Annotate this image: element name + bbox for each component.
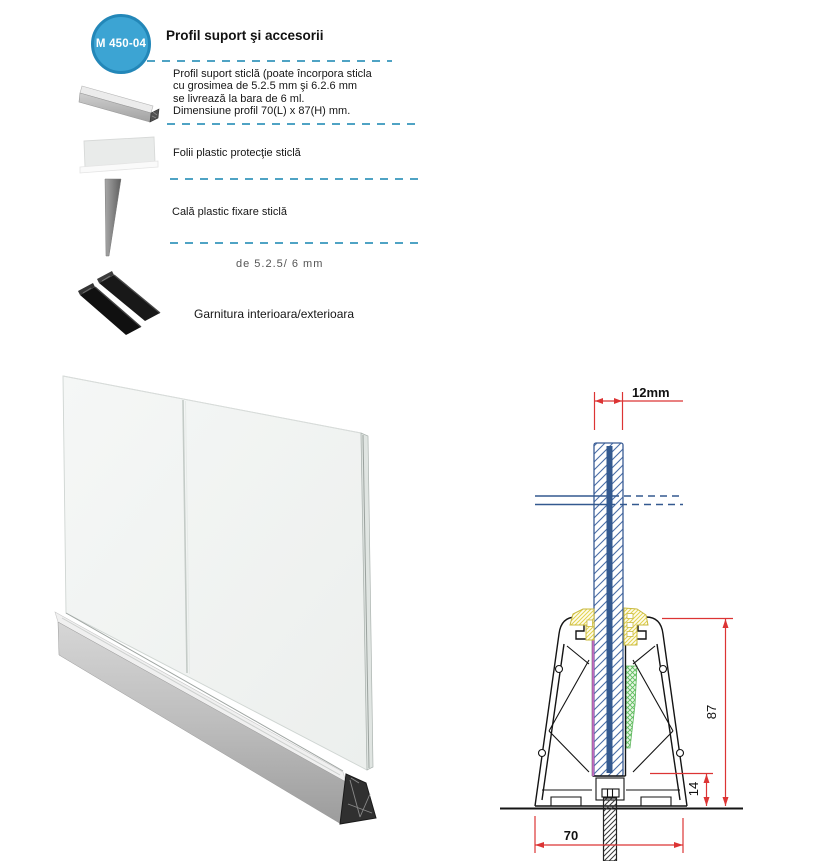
description-line: Dimensiune profil 70(L) x 87(H) mm. — [173, 105, 351, 118]
description-line: Profil suport sticlă (poate încorpora sticla — [173, 68, 372, 80]
gasket-label: Garnitura interioara/exterioara — [194, 307, 355, 321]
description-line: se livrează la bara de 6 ml. — [173, 92, 305, 105]
description-line: cu grosimea de 5.2.5 mm şi 6.2.6 mm — [173, 80, 358, 93]
part-number: M 450-04 — [95, 38, 147, 50]
plastic-film-icon — [78, 134, 162, 178]
part-number-badge — [91, 14, 151, 74]
dashed-separator — [147, 60, 392, 62]
clipped-text-line: de 5.2.5/ 6 mm — [236, 258, 324, 270]
film-label: Folii plastic protecţie sticlă — [173, 147, 301, 159]
plastic-wedge-icon — [100, 176, 130, 260]
aluminum-profile-bar-icon — [75, 80, 165, 130]
rubber-gaskets-icon — [76, 270, 168, 342]
dim-profile-height: 87 — [704, 704, 719, 720]
dashed-separator — [170, 242, 420, 244]
dim-glass-thickness: 12mm — [632, 385, 670, 400]
dim-embed-height: 14 — [686, 781, 701, 797]
cross-section-drawing — [490, 370, 833, 861]
profile-description — [173, 68, 372, 118]
wedge-label: Cală plastic fixare sticlă — [172, 206, 287, 218]
dashed-separator — [170, 178, 420, 180]
base-profile-endcap — [340, 774, 376, 824]
glass-panel-3d-render — [50, 362, 450, 845]
dashed-separator — [167, 123, 420, 125]
anchor-screw — [604, 798, 617, 861]
glass-section — [594, 443, 623, 776]
dim-profile-width: 70 — [563, 828, 579, 843]
page-title: Profil suport şi accesorii — [166, 28, 324, 43]
